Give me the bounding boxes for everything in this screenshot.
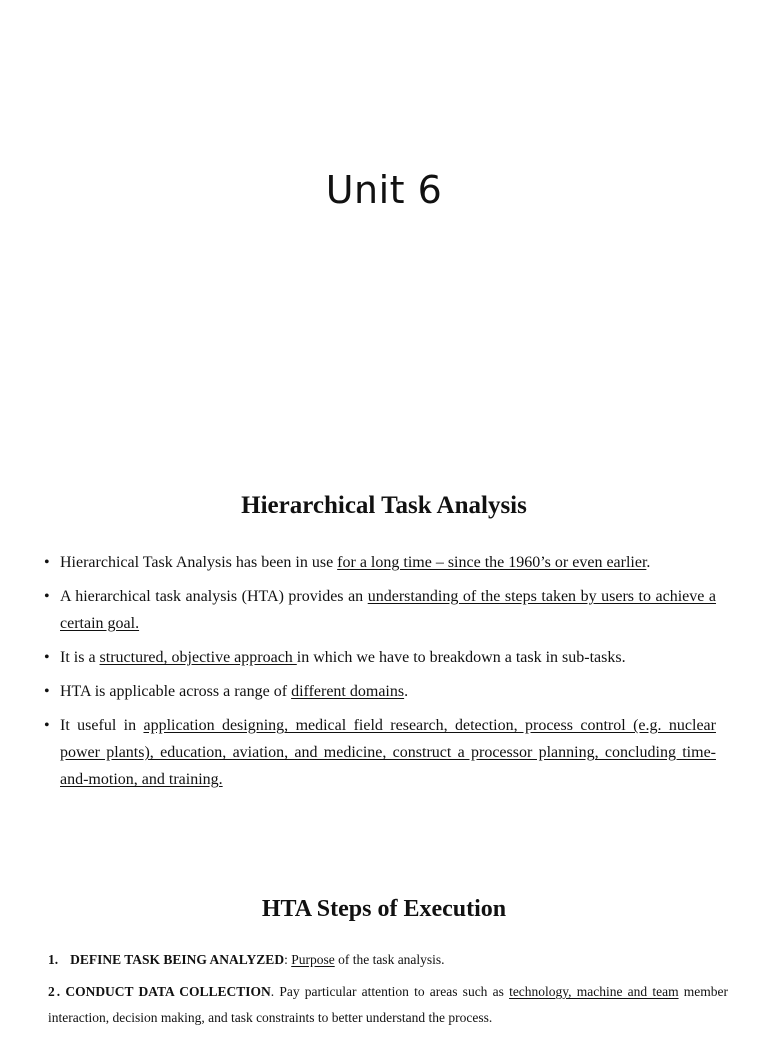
- bullet-text: .: [646, 554, 651, 571]
- step-text: member interaction, decision making, and task constraints to better understand the process.: [48, 984, 728, 1025]
- step-text: of the task analysis.: [334, 952, 445, 967]
- bullet-text: It useful in: [60, 717, 144, 734]
- steps-heading: HTA Steps of Execution: [261, 896, 507, 922]
- bullet-text: .: [404, 683, 409, 700]
- step-text: :: [284, 952, 292, 967]
- step-term: . CONDUCT DATA COLLECTION: [56, 984, 271, 999]
- bullet-text: HTA is applicable across a range of: [60, 683, 292, 700]
- step-text: Pay particular attention to areas such as: [279, 984, 510, 999]
- bullet-icon: •: [44, 683, 50, 700]
- list-item: [44, 549, 716, 576]
- bullet-icon: •: [44, 554, 50, 571]
- step-number: 1.: [48, 952, 59, 967]
- step-text: .: [270, 984, 280, 999]
- underlined-text: technology, machine and team: [509, 984, 679, 999]
- list-item: [44, 644, 716, 671]
- bullet-text: in which we have to breakdown a task in sub-tasks.: [296, 649, 626, 666]
- bullet-text: Hierarchical Task Analysis has been in use: [60, 554, 338, 571]
- bullet-icon: •: [44, 588, 50, 605]
- slide-title: Unit 6: [325, 168, 443, 212]
- step-number: 2: [48, 984, 55, 999]
- list-item: [44, 678, 716, 705]
- hta-heading: Hierarchical Task Analysis: [241, 492, 527, 519]
- underlined-text: for a long time – since the 1960’s or even earlier: [337, 554, 647, 571]
- underlined-text: structured, objective approach: [99, 649, 297, 666]
- list-item: [44, 712, 716, 793]
- bullet-text: A hierarchical task analysis (HTA) provides an: [60, 588, 368, 605]
- underlined-text: different domains: [291, 683, 405, 700]
- step-term: DEFINE TASK BEING ANALYZED: [70, 952, 285, 967]
- hta-bullet-list: [44, 549, 716, 800]
- list-item: [48, 979, 728, 1031]
- bullet-icon: •: [44, 717, 50, 734]
- underlined-text: understanding of the steps taken by users to achieve a certain goal.: [60, 588, 717, 632]
- underlined-text: Purpose: [291, 952, 335, 967]
- bullet-icon: •: [44, 649, 50, 666]
- bullet-text: It is a: [60, 649, 100, 666]
- underlined-text: application designing, medical field research, detection, process control (e.g. nuclear power plants), education, aviation, and medicine, construct a processor planning, concluding time-and-motion, and training.: [60, 717, 716, 788]
- list-item: [48, 947, 728, 973]
- list-item: [44, 583, 716, 637]
